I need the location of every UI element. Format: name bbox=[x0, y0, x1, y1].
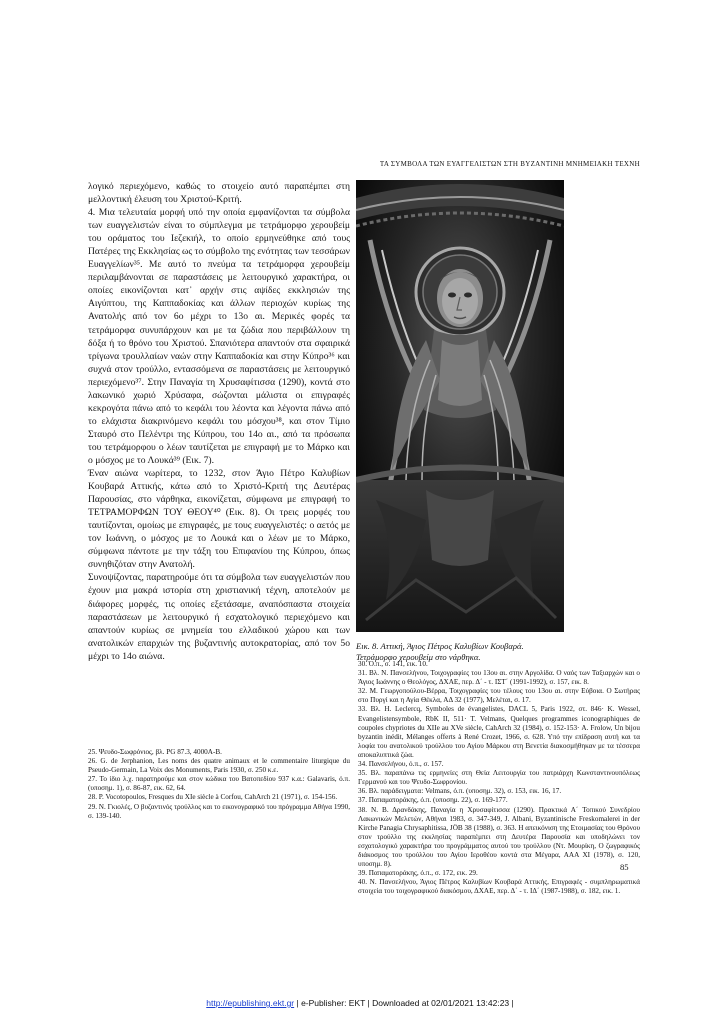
fresco-photograph bbox=[356, 180, 564, 632]
publisher-link[interactable]: http://epublishing.ekt.gr bbox=[206, 998, 295, 1008]
figure-caption: Εικ. 8. Αττική, Άγιος Πέτρος Καλυβίων Κουβαρά. Τετράμορφο χερουβείμ στο νάρθηκα. bbox=[356, 641, 524, 662]
footnote: 38. Ν. Β. Δρανδάκης, Παναγία η Χρυσαφίτισσα (1290). Πρακτικά Α΄ Τοπικού Συνεδρίου Λακωνικών Μελετών, Αθήναι 1983, σ. 347-349, J. Albani, Byzantinische Freskomalerei in der Kirche Panagia Chrysaphitissa, JÖB 38 (1988), σ. 363. Η απεικόνιση της Ετοιμασίας του Θρόνου στον τρούλλο της εκκλησίας παραπέμπει στη Δευτέρα Παρουσία και υποδηλώνει τον εσχατολογικό χαρακτήρα του προγράμματος αυτού του τρούλλου (Ντ. Μουρίκη, Ο ζωγραφικός διάκοσμος του τρούλλου του Αγίου Ιεροθέου κοντά στα Μέγαρα, ΑΑΑ XI (1978), σ. 120, υποσημ. 8). bbox=[358, 805, 640, 869]
page-number: 85 bbox=[620, 862, 629, 872]
footnote: 31. Βλ. Ν. Πανσελήνου, Τοιχογραφίες του 13ου αι. στην Αργολίδα. Ο ναός των Ταξιαρχών και ο Άγιος Ιωάννης ο Θεολόγος, ΔΧΑΕ, περ. Δ΄ - τ. ΙΣΤ΄ (1991-1992), σ. 157, εικ. 8. bbox=[358, 669, 640, 687]
main-text-column bbox=[88, 180, 350, 663]
footnote: 33. Βλ. Η. Leclercq, Symboles de évangelistes, DACL 5, Paris 1922, στ. 846· K. Wessel, Evangelistensymbole, RbK II, 511· T. Velmans, Quelques programmes iconographiques de coupoles chypriotes du XIIe au XVe siècle, CahArch 32 (1984), σ. 152-153· A. Frolow, Un bijou byzantin inédit, Mélanges offerts à René Crozet, 1966, σ. 628. Υπό την επίδραση αυτή και τα λοφία του ανατολικού τρούλλου του Αγίου Μάρκου στη Βενετία διακοσμήθηκαν με τα τέσσερα αποκαλυπτικά ζώα. bbox=[358, 705, 640, 759]
footnote: 39. Παπαματοράκης, ό.π., σ. 172, εικ. 29. bbox=[358, 869, 478, 878]
footnote: 29. Ν. Γκιολές, Ο βυζαντινός τρούλλος και το εικονογραφικό του πρόγραμμα Αθήνα 1990, σ. 139-140. bbox=[88, 802, 350, 820]
running-head: ΤΑ ΣΥΜΒΟΛΑ ΤΩΝ ΕΥΑΓΓΕΛΙΣΤΩΝ ΣΤΗ ΒΥΖΑΝΤΙΝΗ ΜΝΗΜΕΙΑΚΗ ΤΕΧΝΗ bbox=[379, 160, 640, 168]
download-footer bbox=[0, 998, 720, 1008]
footnote: 25. Ψευδο-Σωφρόνιος, βλ. PG 87.3, 4000A-B. bbox=[88, 748, 222, 756]
footnotes-left bbox=[88, 748, 350, 821]
footnote: 32. Μ. Γεωργοπούλου-Βέρρα, Τοιχογραφίες του τέλους του 13ου αι. στην Εύβοια. Ο Σωτήρας στο Πυργί και η Αγία Θέκλα, ΑΔ 32 (1977), Μελέται, σ. 17. bbox=[358, 687, 640, 705]
body-paragraph: 4. Μια τελευταία μορφή υπό την οποία εμφανίζονται τα σύμβολα των ευαγγελιστών είναι το σύμπλεγμα με τετράμορφο χερουβείμ του οράματος του Ιεζεκιήλ, το οποίο ερμηνεύθηκε από τους Πατέρες της Εκκλησίας ως το σύμβολο της ενότητας των τεσσάρων Ευαγγελίων³⁵. Με αυτό το πνεύμα τα τετράμορφα χερουβείμ περιλαμβάνονται σε παραστάσεις με λειτουργικό χαρακτήρα, οι οποίες εικονίζονται κατ᾽ αρχήν στις αψίδες εκκλησιών της Αιγύπτου, της Καππαδοκίας και άλλων περιοχών κυρίως της Ανατολής από τον 6ο μέχρι το 13ο αι. Μερικές φορές τα τετράμορφα συνυπάρχουν και με τα ζώδια που περιβάλλουν τη δόξα ή το θρόνο του Χριστού. Σπανιότερα απαντούν στα σφαιρικά τρίγωνα τρουλλαίων ναών στην Καππαδοκία και στην Κύπρο³⁶ και συχνά στον τρούλλο, εντασσόμενα σε παραστάσεις με λειτουργικό περιεχόμενο³⁷. Στην Παναγία τη Χρυσαφίτισσα (1290), κοντά στο λακωνικό χωριό Χρύσαφα, σώζονται μάλιστα οι επιγραφές κεκρογότα πάνω από το κεφάλι του λέοντα και λέγοντα πάνω από το ελάχιστα διακρινόμενο κεφάλι του μόσχου³⁸, και στον Τίμιο Σταυρό στο Πελέντρι της Κύπρου, του 14ο αι., από τα πρόσωπα του τετράμορφου ο λέων ταυτίζεται με επιγραφή με το Μάρκο και ο μόσχος με το Λουκά³⁹ (Εικ. 7). bbox=[88, 207, 350, 466]
footnote: 26. G. de Jerphanion, Les noms des quatre animaux et le commentaire liturgique du Pseudo-Germain, La Voix des Monuments, Paris 1930, σ. 250 κ.ε. bbox=[88, 757, 350, 775]
footnotes-right bbox=[358, 660, 640, 896]
footnote: 37. Παπαματοράκης, ό.π. (υποσημ. 22), σ. 169-177. bbox=[358, 796, 508, 805]
body-paragraph: Συνοψίζοντας, παρατηρούμε ότι τα σύμβολα των ευαγγελιστών που έχουν μια μακρά ιστορία στη χριστιανική τέχνη, αποτελούν με διάφορες μορφές, τις οποίες εξετάσαμε, αναπόσπαστα στοιχεία παραστάσεων με λειτουργικό ή εσχατολογικό περιεχόμενο και απαντούν κυρίως σε μνημεία του ελλαδικού χώρου και των ανατολικών επαρχιών της βυζαντινής αυτοκρατορίας, από τον 5ο μέχρι το 14ο αιώνα. bbox=[88, 572, 350, 662]
footnote: 40. Ν. Πανσελήνου, Άγιος Πέτρος Καλυβίων Κουβαρά Αττικής, Επιγραφές - συμπληρωματικά στοιχεία του τοιχογραφικού διακόσμου, ΔΧΑΕ, περ. Δ΄ - τ. ΙΔ΄ (1987-1988), σ. 182, εικ. 1. bbox=[358, 878, 640, 896]
body-paragraph: λογικό περιεχόμενο, καθώς το στοιχείο αυτό παραπέμπει στη μελλοντική έλευση του Χριστού-Κριτή. bbox=[88, 181, 350, 206]
footnote: 30. Ό.π., σ. 141, εικ. 10. bbox=[358, 660, 428, 668]
tetramorph-cherub-fresco-image bbox=[356, 180, 564, 632]
footnote: 36. Βλ. παράδειγματα: Velmans, ό.π. (υποσημ. 32), σ. 153, εικ. 16, 17. bbox=[358, 787, 562, 796]
footnote: 28. P. Vocotopoulos, Fresques du XIe siècle à Corfou, CahArch 21 (1971), σ. 154-156. bbox=[88, 793, 338, 802]
footnote: 34. Πανσελήνου, ό.π., σ. 157. bbox=[358, 760, 444, 769]
footnote: 27. Το ίδιο λ.χ. παρατηρούμε και στον κώδικα του Βατοπεδίου 937 κ.α.: Galavaris, ό.π. (υποσημ. 1), σ. 86-87, εικ. 62, 64. bbox=[88, 775, 350, 793]
body-paragraph: Έναν αιώνα νωρίτερα, το 1232, στον Άγιο Πέτρο Καλυβίων Κουβαρά Αττικής, κάτω από το Χριστό-Κριτή της Δευτέρας Παρουσίας, στο νάρθηκα, εικονίζεται, σύμφωνα με επιγραφή το ΤΕΤΡΑΜΟΡΦΩΝ ΤΟΥ ΘΕΟΥ⁴⁰ (Εικ. 8). Οι τρεις μορφές του ταυτίζονται, ομοίως με επιγραφές, με τους ευαγγελιστές: ο αετός με τον Ιωάννη, ο μόσχος με το Λουκά και ο λέων με το Μάρκο, σύμφωνα πάντοτε με την τάξη του Επιφανίου της Κύπρου, όπως συνηθιζόταν στην Ανατολή. bbox=[88, 468, 350, 571]
footnote: 35. Βλ. παραπάνω τις ερμηνείες στη Θεία Λειτουργία του πατριάρχη Κωνσταντινουπόλεως Γερμανού και του Ψευδο-Σωφρονίου. bbox=[358, 769, 640, 787]
footer-download-info: | e-Publisher: EKT | Downloaded at 02/01/2021 13:42:23 | bbox=[294, 998, 514, 1008]
